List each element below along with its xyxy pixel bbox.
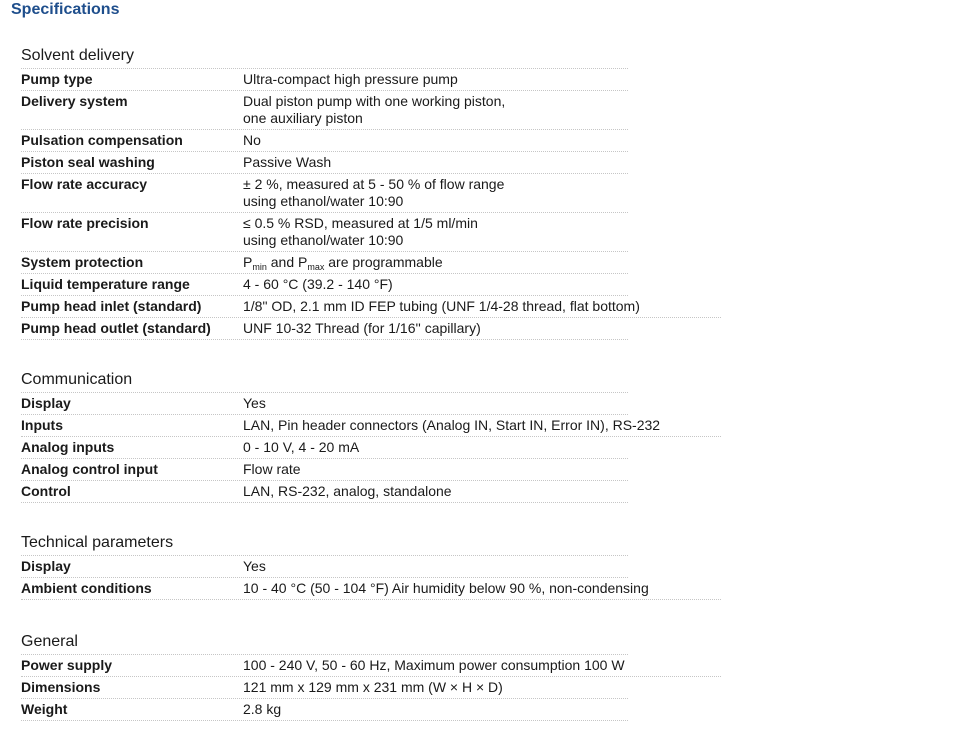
spec-label: Pump type bbox=[21, 71, 93, 87]
spec-value: 1/8" OD, 2.1 mm ID FEP tubing (UNF 1/4-28 thread, flat bottom) bbox=[243, 298, 640, 314]
spec-row bbox=[21, 274, 628, 296]
section-title: General bbox=[21, 630, 628, 655]
spec-value: $P_{min}$ and $P_{max}$ are programmable bbox=[243, 254, 443, 272]
spec-label: Flow rate precision bbox=[21, 215, 149, 231]
spec-value: ± 2 %, measured at 5 - 50 % of flow range using ethanol/water 10:90 bbox=[243, 176, 505, 209]
spec-value: Passive Wash bbox=[243, 154, 332, 170]
spec-row bbox=[21, 481, 628, 503]
spec-label: Flow rate accuracy bbox=[21, 176, 148, 192]
spec-label: Pump head inlet (standard) bbox=[21, 298, 202, 314]
spec-value: Yes bbox=[243, 395, 266, 411]
spec-value: Dual piston pump with one working piston, one auxiliary piston bbox=[243, 93, 506, 126]
spec-row bbox=[21, 556, 628, 578]
spec-label: Control bbox=[21, 483, 71, 499]
spec-row bbox=[21, 437, 628, 459]
spec-label: Delivery system bbox=[21, 93, 128, 109]
spec-row bbox=[21, 252, 628, 274]
spec-label: Display bbox=[21, 558, 71, 574]
page-title: Specifications bbox=[11, 1, 120, 18]
spec-label: Ambient conditions bbox=[21, 580, 152, 596]
section-title: Technical parameters bbox=[21, 531, 628, 556]
section-title: Communication bbox=[21, 368, 628, 393]
spec-row bbox=[21, 91, 628, 130]
spec-label: Pump head outlet (standard) bbox=[21, 320, 211, 336]
spec-row bbox=[21, 152, 628, 174]
spec-row bbox=[21, 578, 721, 600]
spec-value: 0 - 10 V, 4 - 20 mA bbox=[243, 439, 360, 455]
spec-row bbox=[21, 213, 628, 252]
spec-row bbox=[21, 296, 721, 318]
spec-label: Pulsation compensation bbox=[21, 132, 183, 148]
spec-value: LAN, RS-232, analog, standalone bbox=[243, 483, 452, 499]
spec-label: Display bbox=[21, 395, 71, 411]
spec-row bbox=[21, 459, 628, 481]
spec-label: Liquid temperature range bbox=[21, 276, 190, 292]
spec-row bbox=[21, 174, 628, 213]
section-general bbox=[21, 630, 721, 721]
spec-row bbox=[21, 415, 721, 437]
spec-row bbox=[21, 69, 628, 91]
spec-label: Piston seal washing bbox=[21, 154, 155, 170]
spec-label: Weight bbox=[21, 701, 68, 717]
spec-value: 4 - 60 °C (39.2 - 140 °F) bbox=[243, 276, 393, 292]
spec-label: System protection bbox=[21, 254, 144, 270]
spec-row bbox=[21, 699, 628, 721]
spec-value: Flow rate bbox=[243, 461, 301, 477]
spec-row bbox=[21, 318, 628, 340]
spec-row bbox=[21, 677, 628, 699]
section-title: Solvent delivery bbox=[21, 44, 628, 69]
section-communication bbox=[21, 368, 721, 503]
spec-label: Dimensions bbox=[21, 679, 101, 695]
section-solvent-delivery bbox=[21, 44, 640, 340]
spec-row bbox=[21, 130, 628, 152]
spec-value: UNF 10-32 Thread (for 1/16'' capillary) bbox=[243, 320, 481, 336]
spec-label: Analog inputs bbox=[21, 439, 115, 455]
spec-label: Power supply bbox=[21, 657, 113, 673]
spec-value: 121 mm x 129 mm x 231 mm (W × H × D) bbox=[243, 679, 503, 695]
spec-value: No bbox=[243, 132, 261, 148]
spec-value: LAN, Pin header connectors (Analog IN, Start IN, Error IN), RS-232 bbox=[243, 417, 661, 433]
spec-value: 10 - 40 °C (50 - 104 °F) Air humidity below 90 %, non-condensing bbox=[243, 580, 649, 596]
spec-value: ≤ 0.5 % RSD, measured at 1/5 ml/min using ethanol/water 10:90 bbox=[243, 215, 478, 248]
spec-value: 100 - 240 V, 50 - 60 Hz, Maximum power consumption 100 W bbox=[243, 657, 625, 673]
spec-row bbox=[21, 393, 628, 415]
spec-label: Inputs bbox=[21, 417, 63, 433]
section-technical-parameters bbox=[21, 531, 721, 600]
spec-row bbox=[21, 655, 721, 677]
spec-value: Yes bbox=[243, 558, 266, 574]
spec-label: Analog control input bbox=[21, 461, 158, 477]
spec-value: 2.8 kg bbox=[243, 701, 282, 717]
spec-value: Ultra-compact high pressure pump bbox=[243, 71, 458, 87]
